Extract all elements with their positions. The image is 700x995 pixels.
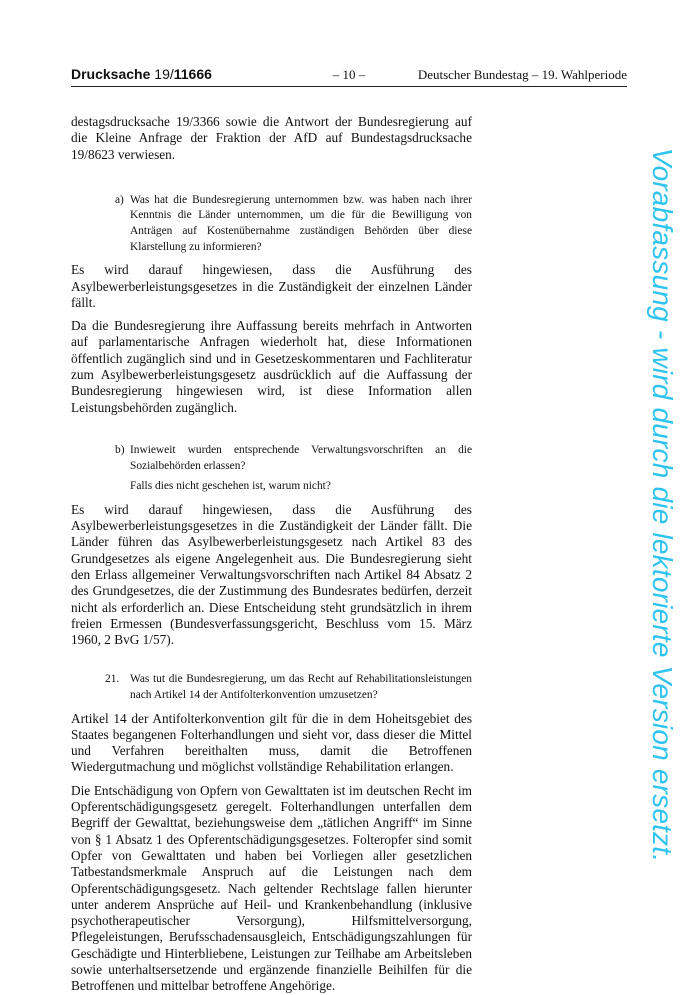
- publisher: Deutscher Bundestag – 19. Wahlperiode: [417, 67, 627, 82]
- question-b: [71, 443, 472, 495]
- watermark-text: Vorabfassung - wird durch die lektorierte Version ersetzt.: [646, 147, 678, 863]
- paragraph-4: Es wird darauf hingewiesen, dass die Ausführung des Asylbewerberleistungsgesetzes in die Zuständigkeit der Länder fällt. Die Länder führen das Asylbewerberleistungsgesetz nach Artikel 83 des Grundgesetzes als eigene Angelegenheit aus. Die Bundesregierung sieht den Erlass allgemeiner Verwaltungsvorschriften nach Artikel 84 Absatz 2 des Grundgesetzes, die der Zustimmung des Bundesrates bedürfen, derzeit nicht als erforderlich an. Diese Entscheidung steht grundsätzlich in ihrem freien Ermessen (Bundesverfassungsgericht, Beschluss vom 15. März 1960, 2 BvG 1/57).: [71, 501, 472, 648]
- question-a-text: Was hat die Bundesregierung unternommen bzw. was haben nach ihrer Kenntnis die Länder unternommen, um die für die Bewilligung von Anträgen auf Kostenübernahme zuständigen Behörden über diese Klarstellung zu informieren?: [130, 193, 472, 253]
- doc-number: 11666: [173, 66, 212, 82]
- question-b-text-2: Falls dies nicht geschehen ist, warum nicht?: [130, 480, 331, 493]
- paragraph-6: Die Entschädigung von Opfern von Gewalttaten ist im deutschen Recht im Opferentschädigungsgesetz geregelt. Folterhandlungen unterfallen dem Begriff der Gewalttat, beziehungsweise dem „tätlichen Angriff“ im Sinne von § 1 Absatz 1 des Opferentschädigungsgesetzes. Folteropfer sind somit Opfer von Gewalttaten und haben bei Vorliegen aller gesetzlichen Tatbestandsmerkmale Anspruch auf die Leistungen nach dem Opferentschädigungsgesetz. Nach geltender Rechtslage fallen hierunter unter anderem Ansprüche auf Heil- und Krankenbehandlung (inklusive psychotherapeutischer Versorgung), Hilfsmittelversorgung, Pflegeleistungen, Berufsschadensausgleich, Entschädigungszahlungen für Geschädigte und Hinterbliebene, Leistungen zur Teilhabe am Arbeitsleben sowie unterhaltsersetzende und ergänzende finanzielle Beihilfen für die Betroffenen und mittelbar betroffene Angehörige.: [71, 782, 472, 994]
- doc-label: Drucksache: [71, 66, 151, 82]
- page-number: – 10 –: [332, 67, 366, 82]
- question-b-number: b): [115, 443, 125, 456]
- page-header: [71, 66, 627, 87]
- paragraph-2: Es wird darauf hingewiesen, dass die Ausführung des Asylbewerberleistungsgesetzes in die Zuständigkeit der einzelnen Länder fällt.: [71, 262, 472, 310]
- question-21: [71, 672, 472, 703]
- question-b-text: Inwieweit wurden entsprechende Verwaltungsvorschriften an die Sozialbehörden erlassen?: [130, 443, 472, 472]
- draft-watermark: [646, 110, 677, 900]
- doc-number-prefix: 19/: [154, 66, 174, 82]
- paragraph-1: destagsdrucksache 19/3366 sowie die Antwort der Bundesregierung auf die Kleine Anfrage der Fraktion der AfD auf Bundestagsdrucksache 19/8623 verwiesen.: [71, 114, 472, 162]
- question-21-text: Was tut die Bundesregierung, um das Recht auf Rehabilitationsleistungen nach Artikel 14 der Antifolterkonvention umzusetzen?: [130, 673, 472, 701]
- question-21-number: 21.: [105, 673, 120, 686]
- paragraph-5: Artikel 14 der Antifolterkonvention gilt für die in dem Hoheitsgebiet des Staates begangenen Folterhandlungen und sieht vor, dass dieser die Mittel und Verfahren bereithalten muss, damit die Betroffenen Wiedergutmachung und möglichst vollständige Rehabilitation erlangen.: [71, 710, 472, 775]
- question-a-number: a): [115, 193, 124, 206]
- paragraph-3: Da die Bundesregierung ihre Auffassung bereits mehrfach in Antworten auf parlamentarische Anfragen wiederholt hat, diese Informationen öffentlich zugänglich sind und in Gesetzeskommentaren und Fachliteratur zum Asylbewerberleistungsgesetz ausdrücklich auf die Auffassung der Bundesregierung hingewiesen wird, ist diese Information allen Leistungsbehörden zugänglich.: [71, 318, 472, 415]
- document-body: [71, 114, 472, 995]
- question-a: [71, 193, 472, 255]
